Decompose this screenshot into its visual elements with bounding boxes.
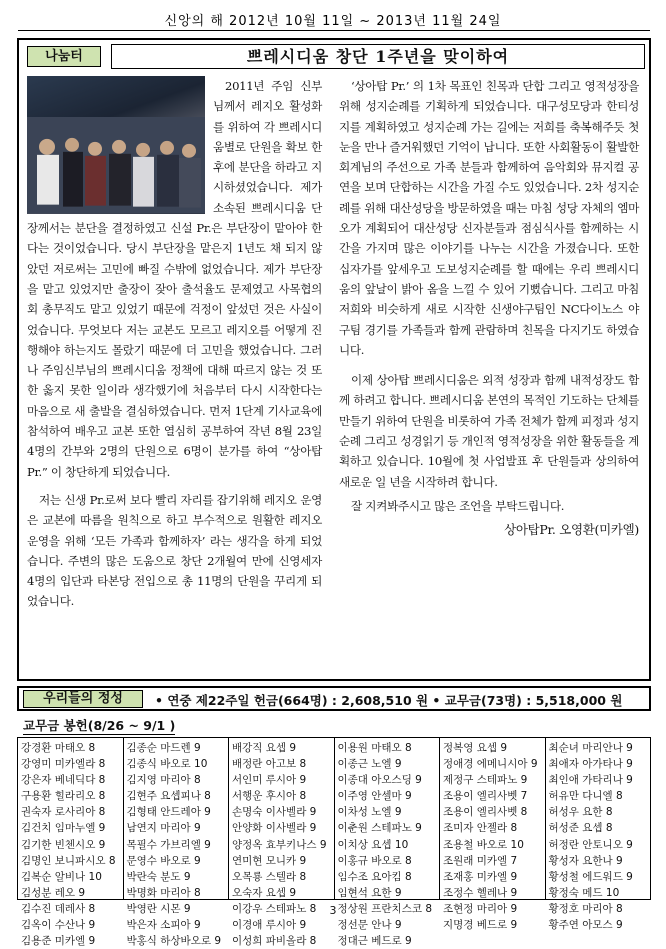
name-entry: 김옥이 수산나 9 [21, 919, 96, 932]
name-entry: 조용철 바오로 10 [443, 838, 524, 851]
name-entry: 목필수 가브리엘 9 [126, 838, 211, 851]
name-entry: 김수진 데레사 8 [21, 902, 96, 915]
article-frame [17, 38, 651, 681]
offering-section [17, 686, 651, 948]
name-entry: 오목룡 스텔라 8 [232, 870, 307, 883]
name-entry: 김성분 레오 9 [21, 886, 86, 899]
name-entry: 김현주 요셉피나 8 [126, 790, 211, 803]
name-entry: 조용이 엘리사벳 7 [443, 790, 528, 803]
name-entry: 이종근 노엘 9 [337, 758, 402, 771]
group-photo [27, 76, 205, 214]
name-entry: 임현석 요한 9 [337, 886, 402, 899]
name-entry: 황주연 아모스 9 [548, 919, 623, 932]
group-photo-figures [27, 117, 205, 214]
name-entry: 연미현 모니카 9 [232, 854, 307, 867]
name-entry: 배강직 요셉 9 [232, 742, 297, 754]
name-entry: 서행운 후시아 8 [232, 790, 307, 803]
name-entry: 강은자 베네딕다 8 [21, 774, 106, 787]
offering-tag: 우리들의 정성 [23, 690, 143, 708]
header-rule [18, 30, 650, 31]
name-entry: 남연지 마리아 9 [126, 822, 201, 835]
name-entry: 박홍식 하상바오로 9 [126, 935, 221, 948]
page-number: 3 [329, 904, 337, 917]
name-entry: 이치상 요셉 10 [337, 838, 409, 851]
name-entry: 임수조 요아킴 8 [337, 870, 412, 883]
name-entry: 김용준 미카엘 9 [21, 935, 96, 948]
article-right-column [339, 76, 639, 541]
name-entry [443, 933, 542, 949]
name-entry: 정애경 에메니시아 9 [443, 758, 538, 771]
name-entry: 문영수 바오로 9 [126, 854, 201, 867]
section-tag: 나눔터 [27, 46, 101, 67]
author-signature: 상아탑Pr. 오영환(미카엘) [504, 522, 639, 538]
name-entry: 황정숙 메드 10 [548, 886, 620, 899]
names-column [18, 738, 124, 948]
name-entry: 조현정 마리아 9 [443, 902, 518, 915]
name-entry: 이춘원 스테파노 9 [337, 822, 422, 835]
name-entry: 최애자 아가타나 9 [548, 758, 633, 771]
name-entry: 배정란 아고보 8 [232, 758, 307, 771]
name-entry: 박영란 시몬 9 [126, 902, 191, 915]
name-entry: 황정호 마리아 8 [548, 902, 623, 915]
name-entry: 이차성 노엘 9 [337, 806, 402, 819]
right-paragraph-3: 잘 지켜봐주시고 많은 조언을 부탁드립니다. [351, 498, 565, 513]
name-entry: 허성준 요셉 8 [548, 822, 613, 835]
page-header: 신앙의 해 2012년 10월 11일 ~ 2013년 11월 24일 [164, 14, 502, 29]
name-entry: 조재홍 미카엘 9 [443, 870, 518, 883]
name-entry: 안양화 이사벨라 9 [232, 822, 317, 835]
name-entry: 김기한 빈첸시오 9 [21, 838, 106, 851]
name-entry: 최순녀 마리안나 9 [548, 742, 633, 754]
tithe-week-label: 교무금 봉헌(8/26 ~ 9/1 ) [23, 718, 176, 733]
name-entry: 이용원 마태오 8 [337, 742, 412, 754]
tithe-names-grid [17, 737, 651, 948]
offering-totals: • 연중 제22주일 헌금(664명) : 2,608,510 원 • 교무금(73명) : 5,518,000 원 [155, 693, 623, 708]
name-entry: 김지영 마리아 8 [126, 774, 201, 787]
name-entry: 박명화 마리아 8 [126, 886, 201, 899]
name-entry: 양정옥 효부키나스 9 [232, 838, 327, 851]
name-entry: 김종순 마드렌 9 [126, 742, 201, 754]
article-left-column [27, 76, 322, 612]
name-entry: 김복순 알비나 10 [21, 870, 102, 883]
name-entry: 최인애 가타리나 9 [548, 774, 633, 787]
name-entry: 허유만 다니엘 8 [548, 790, 623, 803]
name-entry: 황성자 요한나 9 [548, 854, 623, 867]
name-entry: 오숙자 요셉 9 [232, 886, 297, 899]
name-entry: 정복영 요셉 9 [443, 742, 508, 754]
left-paragraph-2: 저는 신생 Pr.로써 보다 빨리 자리를 잡기위해 레지오 운영은 교본에 따름을 원칙으로 하고 부수적으로 원활한 레지오 운영을 위해 ‘모든 가족과 함께하자’ 라는 생각을 하게 되었습니다. 주변의 많은 도움으로 창단 2개월여 만에 신영세자 4명의 입단과 타본당 전입으로 총 11명의 단원을 꾸리게 되었습니다. [27, 492, 322, 609]
name-entry: 이경애 루시아 9 [232, 919, 307, 932]
name-entry: 조용이 엘리사벳 8 [443, 806, 528, 819]
name-entry: 박은자 소피아 9 [126, 919, 201, 932]
name-entry: 이강우 스테파노 8 [232, 902, 317, 915]
name-entry: 강경환 마태오 8 [21, 742, 96, 754]
name-entry: 제정구 스테파노 9 [443, 774, 528, 787]
name-entry: 권숙자 로사리아 8 [21, 806, 106, 819]
name-entry: 지명경 베드로 9 [443, 919, 518, 932]
name-entry: 허성우 요한 8 [548, 806, 613, 819]
name-entry: 손명숙 이사벨라 9 [232, 806, 317, 819]
name-entry: 김형태 안드레아 9 [126, 806, 211, 819]
name-entry: 박란숙 분도 9 [126, 870, 191, 883]
name-entry: 김건치 임마누엘 9 [21, 822, 106, 835]
name-entry: 김종식 바오로 10 [126, 758, 208, 771]
name-entry: 조원래 미카엘 7 [443, 854, 518, 867]
name-entry [549, 933, 648, 949]
name-entry: 김명인 보니파시오 8 [21, 854, 116, 867]
name-entry: 황성철 에드워드 9 [548, 870, 633, 883]
name-entry: 정선문 안나 9 [337, 919, 402, 932]
left-paragraph-1: 2011년 주임 신부님께서 레지오 활성화를 위하여 각 쁘레시디움별로 단원을 확보 한 후에 분단을 하라고 지시하셨었습니다. 제가 소속된 쁘레시디움 단장께서는 분단을 결정하였고 신설 Pr.은 부단장이 맡아야 한다는 것이었습니다. 당시 부단장을 맡은지 1년도 채 되지 않았던 저로써는 고민에 빠질 수밖에 없었습니다. 제가 부단장을 맡고 있었지만 출장이 잦아 출석율도 문제였고 사목협의회 총무직도 맡고 있었기 때문에 걱정이 앞섰던 것은 사실이었습니다. 무엇보다 저는 교본도 모르고 레지오를 어떻게 진행해야 하는지도 몰랐기 때문에 더 고민을 했었습니다. 그러나 주임신부님의 쁘레시디움 정책에 대해 따르지 않는 것 또한 옳지 못한 일이라 생각했기에 처음부터 다시 시작한다는 마음으로 새 출발을 결심하였습니다. 먼저 1단계 기사교육에 참석하여 배우고 교본 또한 열심히 공부하여 작년 8월 23일 4명의 간부와 2명의 단원으로 6명이 분가를 하여 “상아탑 Pr.” 이 창단하게 되었습니다. [27, 79, 322, 479]
names-column [546, 738, 651, 932]
offering-banner [17, 686, 651, 711]
names-column [229, 738, 335, 948]
name-entry: 서인미 루시아 9 [232, 774, 307, 787]
name-entry: 강영미 미카엘라 8 [21, 758, 106, 771]
name-entry: 이종대 아오스딩 9 [337, 774, 422, 787]
name-entry: 구용환 힐라리오 8 [21, 790, 106, 803]
names-column [124, 738, 230, 948]
names-column [440, 738, 546, 932]
name-entry: 정상원 프란치스코 8 [337, 902, 432, 915]
names-column [335, 738, 441, 948]
right-paragraph-1: ‘상아탑 Pr.’ 의 1차 목표인 친목과 단합 그리고 영적성장을 위해 성지순례를 기획하게 되었습니다. 대구성모당과 한티성지를 계획하였고 성지순례 가는 길에는 저희를 축복해주듯 첫눈을 만나 즐거워했던 기억이 납니다. 또한 사회활동이 활발한 회계님의 주선으로 가족 분들과 함께하여 음악회와 뮤지컬 공연을 보며 단합하는 시간을 가질 수도 있었습니다. 2차 성지순례를 위해 대산성당을 방문하였을 때는 마침 성당 자체의 엠마오가 계획되어 대산성당 신자분들과 점심식사를 함께하는 시간을 가지며 많은 이야기를 나누는 시간을 가졌습니다. 또한 십자가를 앞세우고 도보성지순례를 할 때에는 우리 쁘레시디움의 앞날이 밝아 옴을 느낄 수 있어 기뻤습니다. 그리고 마침 저희와 비슷하게 새로 시작한 신생야구팀인 NC다이노스 야구팀 경기를 가족들과 함께 관람하며 친목을 다지기도 하였습니다. [339, 79, 639, 357]
name-entry: 이성희 파비올라 8 [232, 935, 317, 948]
name-entry: 조정수 헬레나 9 [443, 886, 518, 899]
name-entry: 허정란 안토니오 9 [548, 838, 633, 851]
name-entry: 조미자 안젤라 8 [443, 822, 518, 835]
name-entry: 이주영 안셀마 9 [337, 790, 412, 803]
name-entry: 정대근 베드로 9 [337, 935, 412, 948]
name-entry: 이홍규 바오로 8 [337, 854, 412, 867]
article-title: 쁘레시디움 창단 1주년을 맞이하여 [111, 44, 645, 69]
right-paragraph-2: 이제 상아탑 쁘레시디움은 외적 성장과 함께 내적성장도 함께 하려고 합니다. 쁘레시디움 본연의 목적인 기도하는 단체를 만들기 위하여 단원을 비롯하여 가족 전체가 함께 피정과 성지순례 그리고 성경읽기 등 개인적 영적성장을 위한 활동들을 계획하고 있습니다. 10월에 첫 사업발표 후 단원들과 상의하여 새로운 일 년을 시작하려 합니다. [339, 373, 639, 489]
